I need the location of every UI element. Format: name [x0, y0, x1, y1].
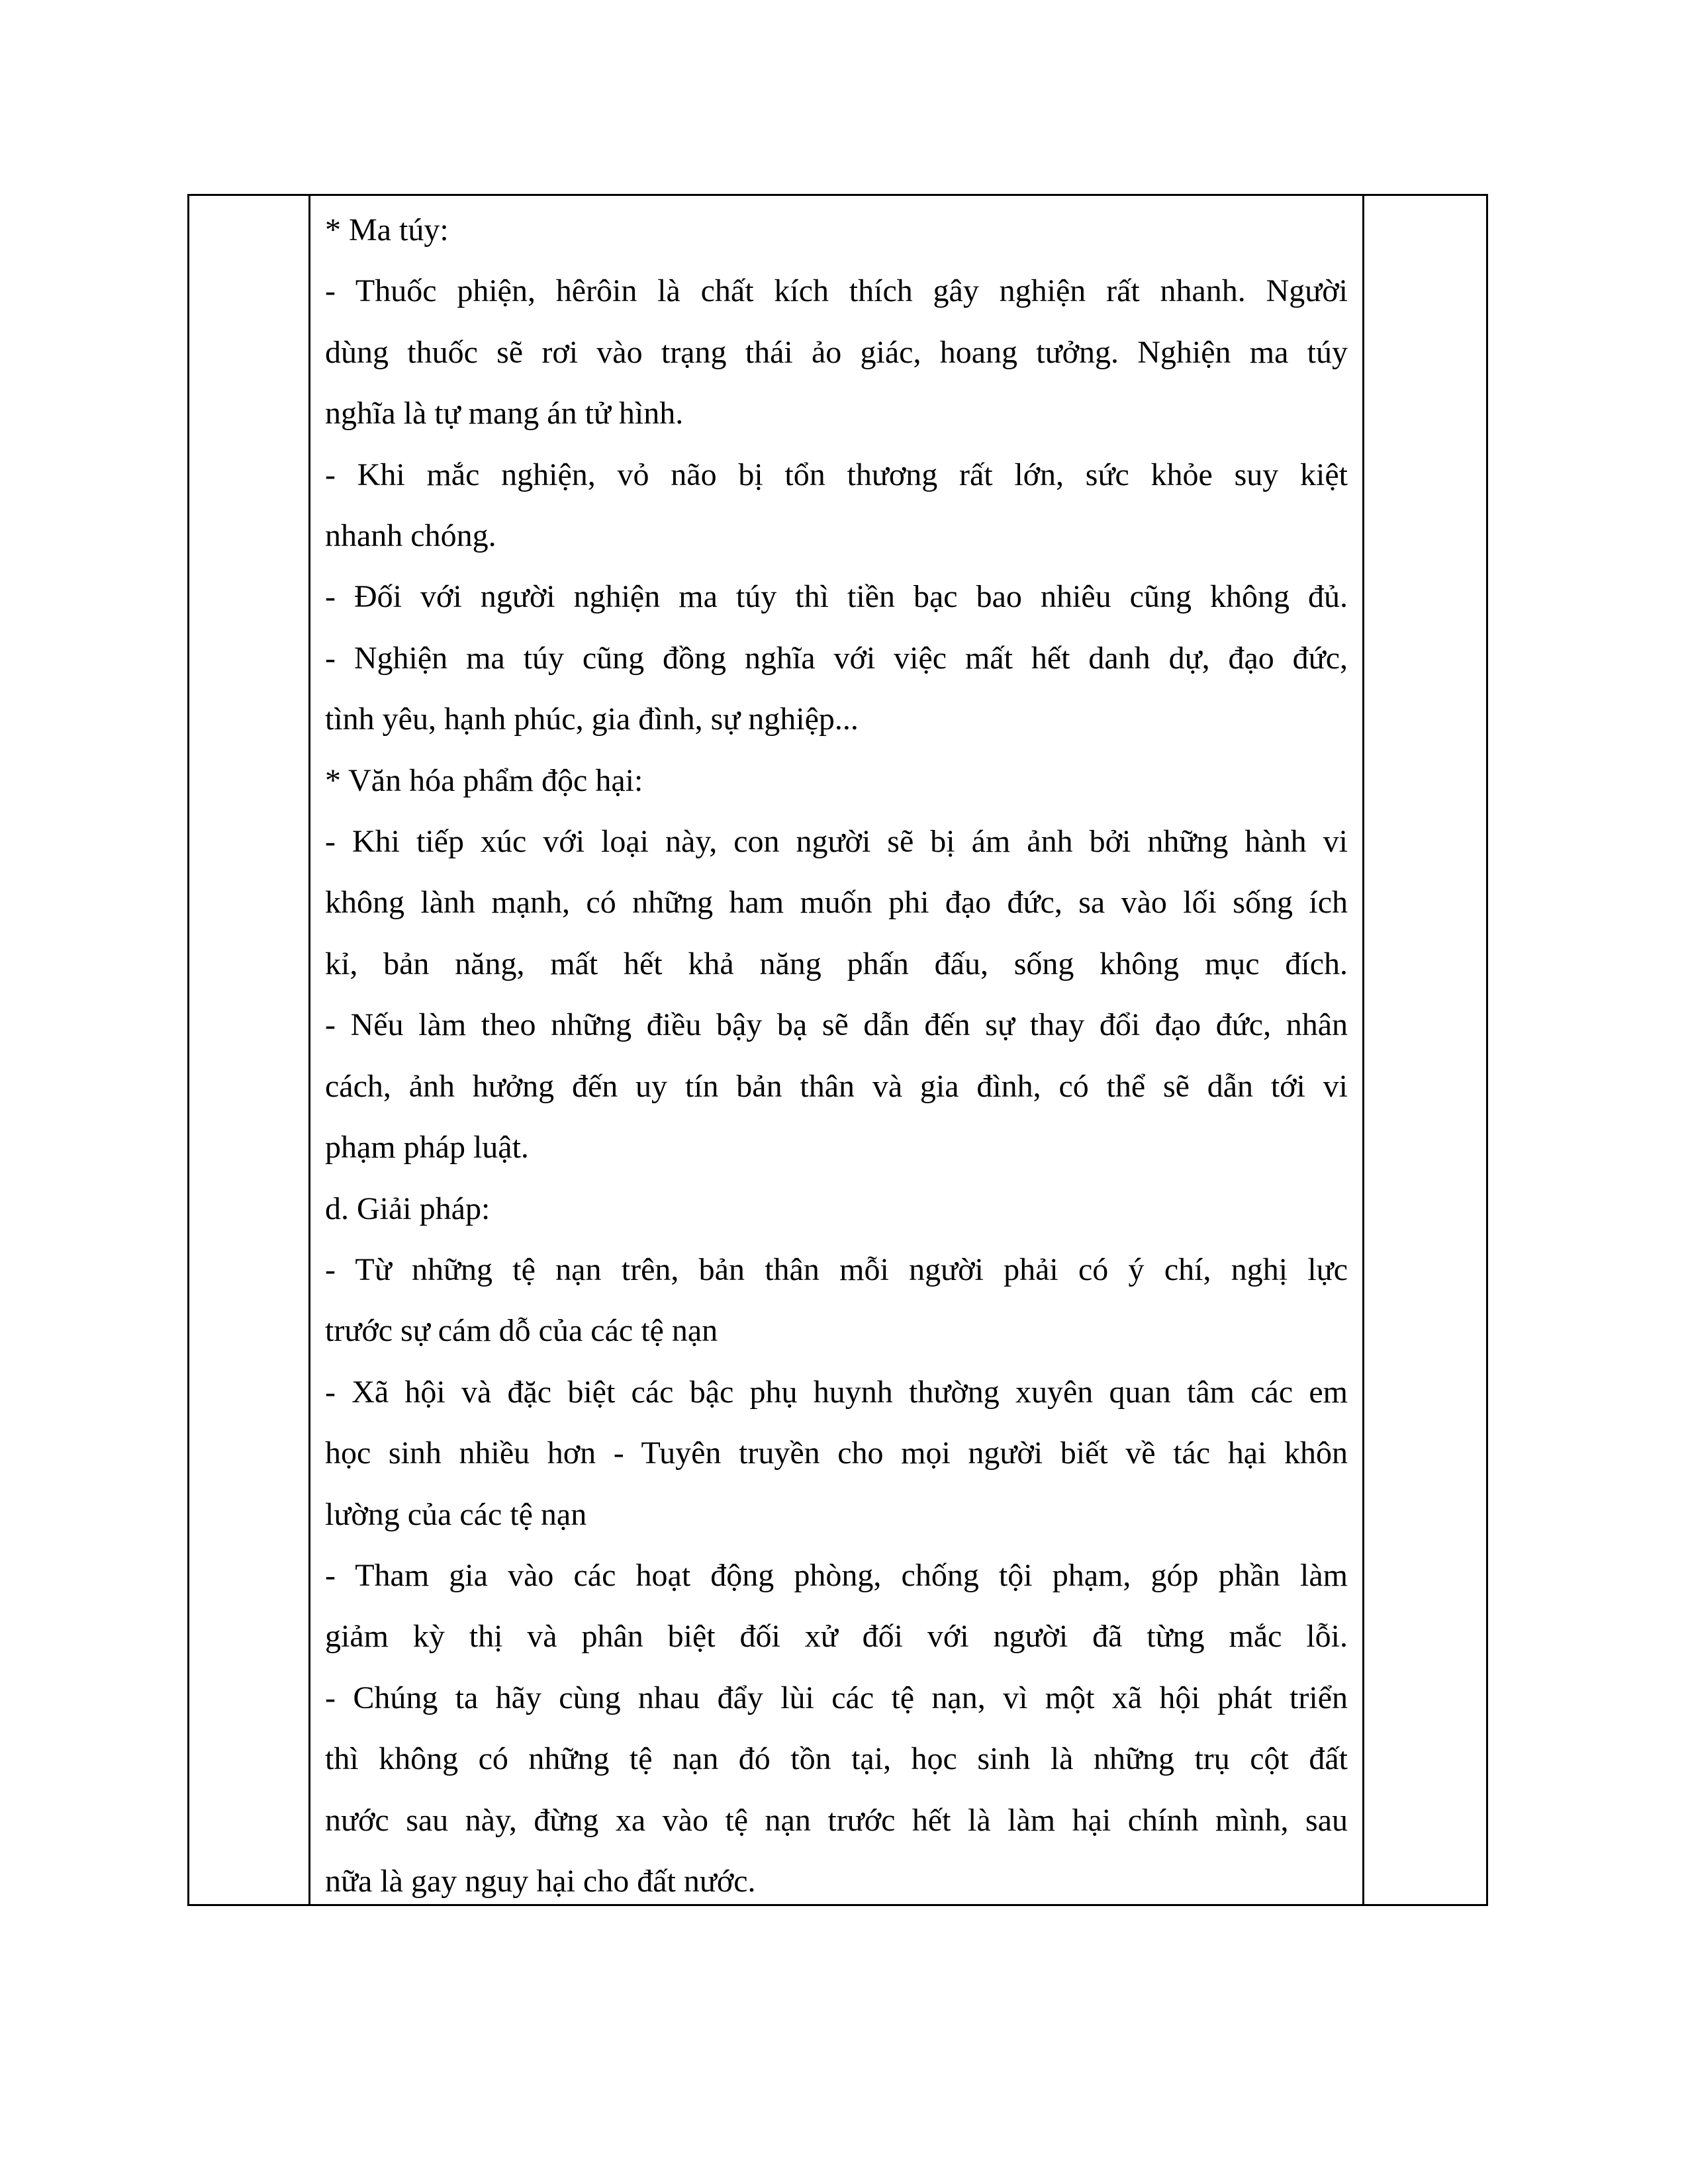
- table-column-right: [1364, 196, 1486, 1904]
- text-line: kỉ, bản năng, mất hết khả năng phấn đấu, sống không mục đích.: [325, 946, 1348, 981]
- text-line: tình yêu, hạnh phúc, gia đình, sự nghiệp...: [325, 702, 859, 737]
- table-column-left: [189, 196, 310, 1904]
- text-line: nhanh chóng.: [325, 518, 496, 554]
- text-line: thì không có những tệ nạn đó tồn tại, học sinh là những trụ cột đất: [325, 1741, 1348, 1777]
- text-line: nước sau này, đừng xa vào tệ nạn trước hết là làm hại chính mình, sau: [325, 1802, 1348, 1838]
- text-line: - Nghiện ma túy cũng đồng nghĩa với việc mất hết danh dự, đạo đức,: [325, 640, 1348, 676]
- content-table: [187, 194, 1488, 1906]
- text-line: không lành mạnh, có những ham muốn phi đạo đức, sa vào lối sống ích: [325, 885, 1348, 921]
- text-line: - Khi mắc nghiện, vỏ não bị tổn thương rất lớn, sức khỏe suy kiệt: [325, 457, 1348, 492]
- text-line: - Xã hội và đặc biệt các bậc phụ huynh thường xuyên quan tâm các em: [325, 1374, 1348, 1410]
- text-line: - Đối với người nghiện ma túy thì tiền bạc bao nhiêu cũng không đủ.: [325, 579, 1348, 615]
- text-line: lường của các tệ nạn: [325, 1496, 587, 1532]
- text-line: - Chúng ta hãy cùng nhau đẩy lùi các tệ nạn, vì một xã hội phát triển: [325, 1680, 1348, 1715]
- text-line: giảm kỳ thị và phân biệt đối xử đối với người đã từng mắc lỗi.: [325, 1619, 1348, 1655]
- text-line: nữa là gay nguy hại cho đất nước.: [325, 1863, 756, 1899]
- text-line: - Khi tiếp xúc với loại này, con người sẽ bị ám ảnh bởi những hành vi: [325, 824, 1348, 860]
- text-line: * Văn hóa phẩm độc hại:: [325, 762, 643, 798]
- text-line: trước sự cám dỗ của các tệ nạn: [325, 1313, 718, 1349]
- text-line: - Thuốc phiện, hêrôin là chất kích thích gây nghiện rất nhanh. Người: [325, 273, 1348, 309]
- text-line: * Ma túy:: [325, 212, 449, 248]
- text-line: dùng thuốc sẽ rơi vào trạng thái ảo giác, hoang tưởng. Nghiện ma túy: [325, 334, 1348, 370]
- text-line: phạm pháp luật.: [325, 1130, 529, 1165]
- text-line: - Từ những tệ nạn trên, bản thân mỗi người phải có ý chí, nghị lực: [325, 1251, 1348, 1287]
- text-line: cách, ảnh hưởng đến uy tín bản thân và gia đình, có thể sẽ dẫn tới vi: [325, 1068, 1348, 1104]
- text-line: - Nếu làm theo những điều bậy bạ sẽ dẫn đến sự thay đổi đạo đức, nhân: [325, 1007, 1348, 1043]
- table-column-content: [310, 196, 1364, 1904]
- text-line: - Tham gia vào các hoạt động phòng, chống tội phạm, góp phần làm: [325, 1557, 1348, 1593]
- text-line: nghĩa là tự mang án tử hình.: [325, 396, 684, 432]
- text-line: d. Giải pháp:: [325, 1191, 491, 1226]
- text-line: học sinh nhiều hơn - Tuyên truyền cho mọi người biết về tác hại khôn: [325, 1435, 1348, 1471]
